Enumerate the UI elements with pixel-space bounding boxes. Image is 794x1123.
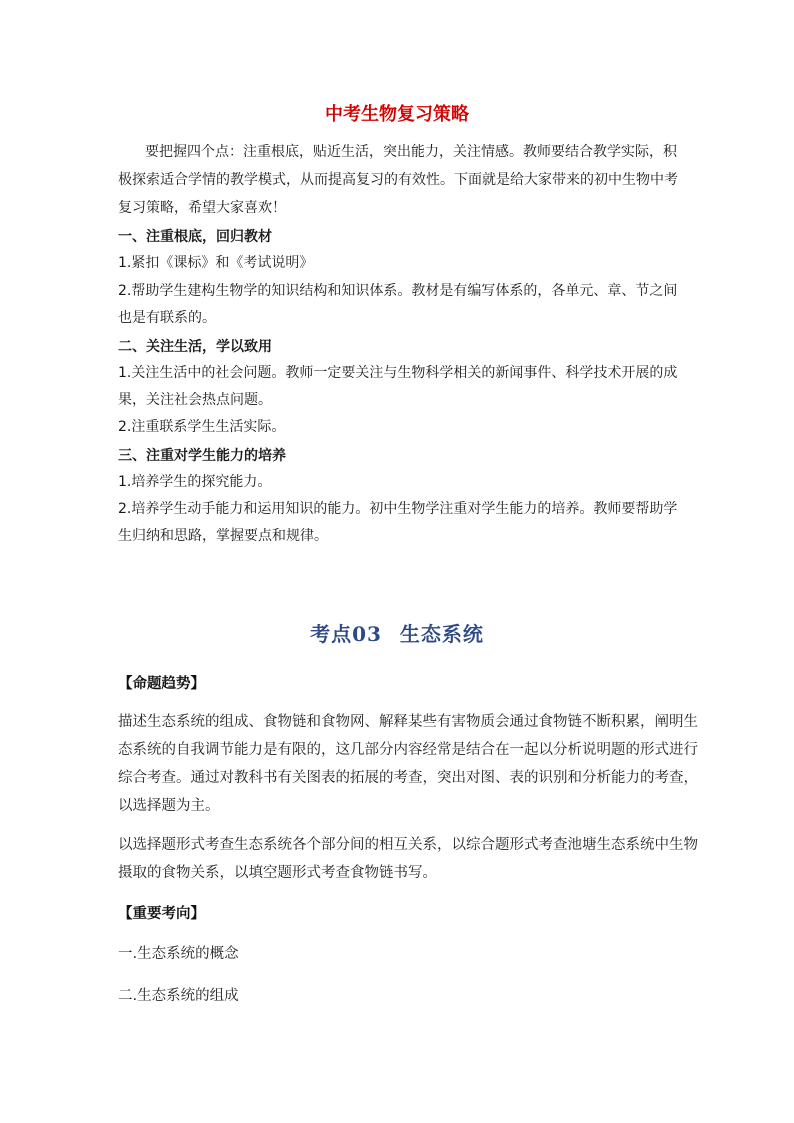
- item-b2: 2.注重联系学生生活实际。: [118, 419, 286, 435]
- trend-p2-line-1: 以选择题形式考查生态系统各个部分间的相互关系，以综合题形式考查池塘生态系统中生物: [118, 837, 698, 853]
- intro-line-3: 复习策略，希望大家喜欢！: [118, 200, 286, 216]
- trend-p2-line-2: 摄取的食物关系，以填空题形式考查食物链书写。: [118, 865, 437, 881]
- trend-p1-line-1: 描述生态系统的组成、食物链和食物网、解释某些有害物质会通过食物链不断积累，阐明生: [118, 714, 698, 730]
- item-c2-line-1: 2.培养学生动手能力和运用知识的能力。初中生物学注重对学生能力的培养。教师要帮助学: [118, 501, 678, 517]
- intro-line-1: 要把握四个点：注重根底，贴近生活，突出能力，关注情感。教师要结合教学实际，积: [145, 144, 677, 160]
- item-c1: 1.培养学生的探究能力。: [118, 474, 272, 490]
- trend-label: 【命题趋势】: [118, 676, 205, 692]
- key-label: 【重要考向】: [118, 906, 205, 922]
- intro-line-2: 极探索适合学情的教学模式，从而提高复习的有效性。下面就是给大家带来的初中生物中考: [118, 172, 678, 188]
- trend-p1-line-3: 综合考查。通过对教科书有关图表的拓展的考查，突出对图、表的识别和分析能力的考查，: [118, 770, 698, 786]
- trend-p1-line-4: 以选择题为主。: [118, 798, 220, 814]
- section2-title: [0, 618, 794, 647]
- item-b1-line-1: 1.关注生活中的社会问题。教师一定要关注与生物科学相关的新闻事件、科学技术开展的成: [118, 365, 678, 381]
- item-c2-line-2: 生归纳和思路，掌握要点和规律。: [118, 528, 328, 544]
- section2-title-main: 生态系统: [399, 622, 484, 646]
- item-b1-line-2: 果，关注社会热点问题。: [118, 392, 272, 408]
- section1-title: 中考生物复习策略: [325, 104, 469, 125]
- heading-b: 二、关注生活，学以致用: [118, 339, 272, 355]
- heading-c: 三、注重对学生能力的培养: [118, 448, 286, 464]
- key-item-1: 一.生态系统的概念: [118, 946, 239, 962]
- item-a2-line-1: 2.帮助学生建构生物学的知识结构和知识体系。教材是有编写体系的，各单元、章、节之间: [118, 283, 678, 299]
- item-a1: 1.紧扣《课标》和《考试说明》: [118, 255, 314, 271]
- item-a2-line-2: 也是有联系的。: [118, 310, 216, 326]
- heading-a: 一、注重根底，回归教材: [118, 229, 272, 245]
- trend-p1-line-2: 态系统的自我调节能力是有限的，这几部分内容经常是结合在一起以分析说明题的形式进行: [118, 742, 698, 758]
- section2-title-prefix: 考点03: [310, 622, 382, 646]
- key-item-2: 二.生态系统的组成: [118, 988, 239, 1004]
